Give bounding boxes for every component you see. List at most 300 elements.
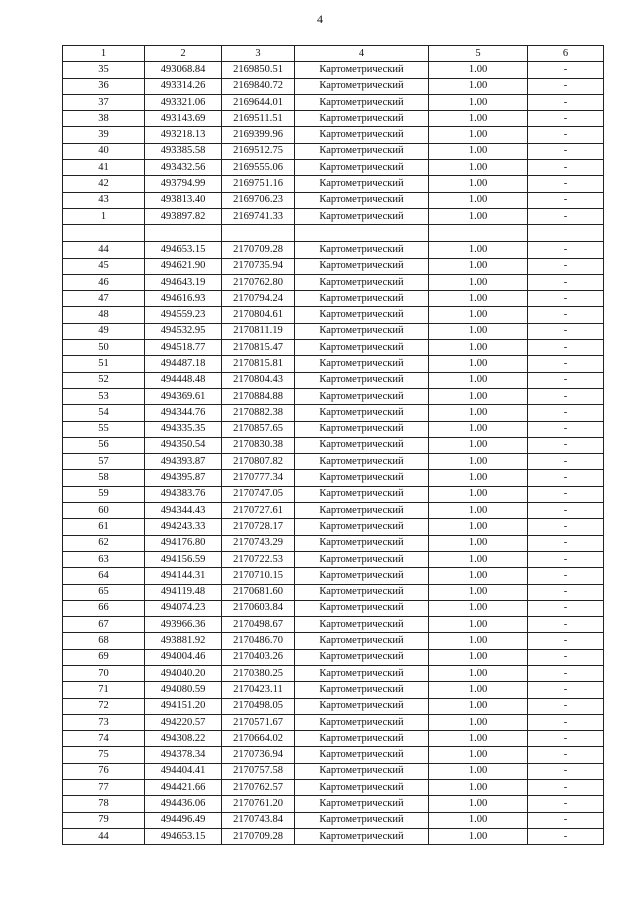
cell-point-number: 73 — [63, 714, 145, 730]
table-row — [63, 291, 604, 307]
cell-y-coordinate: 2170884.88 — [222, 388, 295, 404]
column-header-y: 3 — [222, 46, 295, 62]
cell-accuracy: 1.00 — [429, 143, 528, 159]
cell-accuracy: 1.00 — [429, 470, 528, 486]
table-row — [63, 486, 604, 502]
cell-description: - — [528, 307, 604, 323]
cell-point-number: 56 — [63, 437, 145, 453]
cell-description: - — [528, 62, 604, 78]
cell-x-coordinate: 494369.61 — [145, 388, 222, 404]
cell-accuracy: 1.00 — [429, 307, 528, 323]
cell-method: Картометрический — [295, 535, 429, 551]
cell-point-number: 72 — [63, 698, 145, 714]
cell-method: Картометрический — [295, 796, 429, 812]
cell-point-number: 37 — [63, 94, 145, 110]
cell-point-number: 51 — [63, 356, 145, 372]
cell-y-coordinate: 2170722.53 — [222, 551, 295, 567]
cell-method: Картометрический — [295, 274, 429, 290]
cell-y-coordinate: 2170761.20 — [222, 796, 295, 812]
cell-point-number: 42 — [63, 176, 145, 192]
cell-method: Картометрический — [295, 665, 429, 681]
cell-description: - — [528, 388, 604, 404]
cell-point-number: 41 — [63, 160, 145, 176]
cell-x-coordinate: 494308.22 — [145, 731, 222, 747]
table-header-row — [63, 46, 604, 62]
table-row — [63, 111, 604, 127]
cell-accuracy: 1.00 — [429, 78, 528, 94]
cell-point-number: 48 — [63, 307, 145, 323]
cell-accuracy: 1.00 — [429, 535, 528, 551]
cell-y-coordinate: 2170728.17 — [222, 519, 295, 535]
cell-y-coordinate: 2170709.28 — [222, 242, 295, 258]
cell-y-coordinate: 2170857.65 — [222, 421, 295, 437]
cell-method: Картометрический — [295, 405, 429, 421]
cell-description: - — [528, 258, 604, 274]
cell-y-coordinate: 2170762.80 — [222, 274, 295, 290]
cell-description: - — [528, 796, 604, 812]
cell-accuracy: 1.00 — [429, 291, 528, 307]
cell-x-coordinate: 494119.48 — [145, 584, 222, 600]
cell-point-number: 64 — [63, 568, 145, 584]
cell-x-coordinate: 493218.13 — [145, 127, 222, 143]
cell-description: - — [528, 617, 604, 633]
cell-method: Картометрический — [295, 584, 429, 600]
table-row — [63, 372, 604, 388]
cell-y-coordinate: 2169644.01 — [222, 94, 295, 110]
cell-description: - — [528, 568, 604, 584]
cell-point-number: 78 — [63, 796, 145, 812]
cell-accuracy: 1.00 — [429, 356, 528, 372]
cell-x-coordinate: 494559.23 — [145, 307, 222, 323]
cell-method: Картометрический — [295, 698, 429, 714]
cell-description: - — [528, 372, 604, 388]
table-row — [63, 649, 604, 665]
cell-method: Картометрический — [295, 503, 429, 519]
table-row — [63, 208, 604, 224]
cell-description: - — [528, 111, 604, 127]
cell-x-coordinate: 494436.06 — [145, 796, 222, 812]
cell-method: Картометрический — [295, 454, 429, 470]
cell-point-number: 44 — [63, 828, 145, 844]
cell-description: - — [528, 454, 604, 470]
cell-description: - — [528, 714, 604, 730]
cell-method: Картометрический — [295, 682, 429, 698]
cell-accuracy: 1.00 — [429, 421, 528, 437]
cell-x-coordinate: 494176.80 — [145, 535, 222, 551]
cell-accuracy: 1.00 — [429, 372, 528, 388]
table-row — [63, 258, 604, 274]
cell-y-coordinate: 2170664.02 — [222, 731, 295, 747]
table-row — [63, 388, 604, 404]
table-row — [63, 682, 604, 698]
cell-method: Картометрический — [295, 437, 429, 453]
cell-empty — [222, 225, 295, 242]
cell-y-coordinate: 2170736.94 — [222, 747, 295, 763]
cell-description: - — [528, 405, 604, 421]
cell-accuracy: 1.00 — [429, 160, 528, 176]
cell-accuracy: 1.00 — [429, 127, 528, 143]
cell-y-coordinate: 2170681.60 — [222, 584, 295, 600]
cell-x-coordinate: 494393.87 — [145, 454, 222, 470]
cell-accuracy: 1.00 — [429, 258, 528, 274]
cell-x-coordinate: 494344.43 — [145, 503, 222, 519]
cell-x-coordinate: 494518.77 — [145, 340, 222, 356]
cell-point-number: 44 — [63, 242, 145, 258]
cell-accuracy: 1.00 — [429, 94, 528, 110]
cell-y-coordinate: 2170804.61 — [222, 307, 295, 323]
cell-accuracy: 1.00 — [429, 649, 528, 665]
table-body — [63, 62, 604, 845]
cell-accuracy: 1.00 — [429, 242, 528, 258]
cell-point-number: 76 — [63, 763, 145, 779]
cell-y-coordinate: 2169840.72 — [222, 78, 295, 94]
cell-accuracy: 1.00 — [429, 437, 528, 453]
table-row — [63, 731, 604, 747]
cell-accuracy: 1.00 — [429, 388, 528, 404]
cell-description: - — [528, 421, 604, 437]
table-row-blank — [63, 225, 604, 242]
cell-description: - — [528, 78, 604, 94]
cell-point-number: 63 — [63, 551, 145, 567]
cell-x-coordinate: 494350.54 — [145, 437, 222, 453]
cell-x-coordinate: 494643.19 — [145, 274, 222, 290]
cell-y-coordinate: 2170777.34 — [222, 470, 295, 486]
table-row — [63, 551, 604, 567]
table-row — [63, 437, 604, 453]
cell-point-number: 65 — [63, 584, 145, 600]
cell-x-coordinate: 494156.59 — [145, 551, 222, 567]
cell-description: - — [528, 291, 604, 307]
cell-description: - — [528, 698, 604, 714]
column-header-point-number: 1 — [63, 46, 145, 62]
cell-accuracy: 1.00 — [429, 828, 528, 844]
table-row — [63, 470, 604, 486]
cell-y-coordinate: 2170830.38 — [222, 437, 295, 453]
cell-x-coordinate: 493881.92 — [145, 633, 222, 649]
cell-x-coordinate: 493385.58 — [145, 143, 222, 159]
cell-accuracy: 1.00 — [429, 584, 528, 600]
cell-accuracy: 1.00 — [429, 405, 528, 421]
cell-method: Картометрический — [295, 78, 429, 94]
cell-accuracy: 1.00 — [429, 600, 528, 616]
cell-description: - — [528, 486, 604, 502]
cell-x-coordinate: 494395.87 — [145, 470, 222, 486]
cell-x-coordinate: 493143.69 — [145, 111, 222, 127]
cell-point-number: 53 — [63, 388, 145, 404]
cell-description: - — [528, 323, 604, 339]
cell-accuracy: 1.00 — [429, 763, 528, 779]
table-row — [63, 600, 604, 616]
cell-accuracy: 1.00 — [429, 747, 528, 763]
cell-empty — [528, 225, 604, 242]
cell-point-number: 67 — [63, 617, 145, 633]
cell-y-coordinate: 2170807.82 — [222, 454, 295, 470]
cell-description: - — [528, 535, 604, 551]
table-row — [63, 519, 604, 535]
cell-description: - — [528, 763, 604, 779]
cell-x-coordinate: 493966.36 — [145, 617, 222, 633]
table-row — [63, 454, 604, 470]
cell-point-number: 75 — [63, 747, 145, 763]
cell-description: - — [528, 584, 604, 600]
cell-x-coordinate: 493314.26 — [145, 78, 222, 94]
cell-y-coordinate: 2170486.70 — [222, 633, 295, 649]
cell-point-number: 50 — [63, 340, 145, 356]
cell-point-number: 66 — [63, 600, 145, 616]
cell-point-number: 58 — [63, 470, 145, 486]
cell-point-number: 59 — [63, 486, 145, 502]
cell-x-coordinate: 494243.33 — [145, 519, 222, 535]
cell-point-number: 40 — [63, 143, 145, 159]
cell-y-coordinate: 2170380.25 — [222, 665, 295, 681]
table-row — [63, 242, 604, 258]
cell-empty — [145, 225, 222, 242]
table-row — [63, 94, 604, 110]
cell-accuracy: 1.00 — [429, 796, 528, 812]
cell-point-number: 35 — [63, 62, 145, 78]
cell-description: - — [528, 747, 604, 763]
cell-method: Картометрический — [295, 62, 429, 78]
cell-description: - — [528, 340, 604, 356]
cell-method: Картометрический — [295, 160, 429, 176]
cell-x-coordinate: 493813.40 — [145, 192, 222, 208]
cell-y-coordinate: 2170815.47 — [222, 340, 295, 356]
cell-x-coordinate: 494004.46 — [145, 649, 222, 665]
cell-method: Картометрический — [295, 192, 429, 208]
cell-method: Картометрический — [295, 208, 429, 224]
cell-description: - — [528, 633, 604, 649]
cell-method: Картометрический — [295, 780, 429, 796]
cell-point-number: 55 — [63, 421, 145, 437]
table-row — [63, 274, 604, 290]
cell-method: Картометрический — [295, 649, 429, 665]
table-row — [63, 780, 604, 796]
cell-method: Картометрический — [295, 323, 429, 339]
cell-method: Картометрический — [295, 714, 429, 730]
cell-point-number: 38 — [63, 111, 145, 127]
cell-y-coordinate: 2169511.51 — [222, 111, 295, 127]
table-row — [63, 584, 604, 600]
cell-description: - — [528, 665, 604, 681]
cell-accuracy: 1.00 — [429, 274, 528, 290]
table-row — [63, 176, 604, 192]
table-row — [63, 78, 604, 94]
cell-x-coordinate: 494448.48 — [145, 372, 222, 388]
cell-method: Картометрический — [295, 763, 429, 779]
page-number: 4 — [317, 12, 323, 26]
table-row — [63, 568, 604, 584]
cell-point-number: 49 — [63, 323, 145, 339]
cell-y-coordinate: 2170498.67 — [222, 617, 295, 633]
cell-x-coordinate: 494344.76 — [145, 405, 222, 421]
cell-x-coordinate: 493432.56 — [145, 160, 222, 176]
cell-y-coordinate: 2169850.51 — [222, 62, 295, 78]
cell-description: - — [528, 160, 604, 176]
cell-accuracy: 1.00 — [429, 519, 528, 535]
table-row — [63, 340, 604, 356]
cell-method: Картометрический — [295, 143, 429, 159]
cell-description: - — [528, 649, 604, 665]
cell-accuracy: 1.00 — [429, 665, 528, 681]
cell-x-coordinate: 493897.82 — [145, 208, 222, 224]
cell-description: - — [528, 176, 604, 192]
cell-method: Картометрический — [295, 470, 429, 486]
cell-x-coordinate: 494335.35 — [145, 421, 222, 437]
cell-x-coordinate: 494151.20 — [145, 698, 222, 714]
cell-x-coordinate: 493794.99 — [145, 176, 222, 192]
cell-method: Картометрический — [295, 551, 429, 567]
cell-x-coordinate: 494532.95 — [145, 323, 222, 339]
cell-description: - — [528, 208, 604, 224]
cell-method: Картометрический — [295, 568, 429, 584]
cell-description: - — [528, 242, 604, 258]
cell-description: - — [528, 192, 604, 208]
cell-x-coordinate: 494487.18 — [145, 356, 222, 372]
cell-point-number: 77 — [63, 780, 145, 796]
table-row — [63, 714, 604, 730]
cell-method: Картометрический — [295, 111, 429, 127]
cell-y-coordinate: 2170743.84 — [222, 812, 295, 828]
cell-x-coordinate: 494074.23 — [145, 600, 222, 616]
cell-accuracy: 1.00 — [429, 503, 528, 519]
cell-x-coordinate: 494616.93 — [145, 291, 222, 307]
cell-y-coordinate: 2170710.15 — [222, 568, 295, 584]
cell-y-coordinate: 2169706.23 — [222, 192, 295, 208]
cell-accuracy: 1.00 — [429, 568, 528, 584]
cell-method: Картометрический — [295, 340, 429, 356]
cell-description: - — [528, 127, 604, 143]
cell-point-number: 60 — [63, 503, 145, 519]
cell-y-coordinate: 2170743.29 — [222, 535, 295, 551]
cell-y-coordinate: 2170498.05 — [222, 698, 295, 714]
cell-description: - — [528, 503, 604, 519]
cell-y-coordinate: 2170747.05 — [222, 486, 295, 502]
cell-y-coordinate: 2170403.26 — [222, 649, 295, 665]
cell-point-number: 70 — [63, 665, 145, 681]
cell-method: Картометрический — [295, 600, 429, 616]
cell-method: Картометрический — [295, 307, 429, 323]
cell-x-coordinate: 494653.15 — [145, 242, 222, 258]
table-row — [63, 828, 604, 844]
cell-x-coordinate: 494040.20 — [145, 665, 222, 681]
cell-point-number: 69 — [63, 649, 145, 665]
cell-accuracy: 1.00 — [429, 111, 528, 127]
column-header-x: 2 — [145, 46, 222, 62]
cell-method: Картометрический — [295, 242, 429, 258]
cell-accuracy: 1.00 — [429, 617, 528, 633]
cell-x-coordinate: 494653.15 — [145, 828, 222, 844]
cell-x-coordinate: 493068.84 — [145, 62, 222, 78]
table-row — [63, 633, 604, 649]
table-row — [63, 747, 604, 763]
column-header-method: 4 — [295, 46, 429, 62]
cell-y-coordinate: 2169399.96 — [222, 127, 295, 143]
cell-method: Картометрический — [295, 731, 429, 747]
cell-description: - — [528, 828, 604, 844]
table-row — [63, 127, 604, 143]
table-row — [63, 356, 604, 372]
table-row — [63, 323, 604, 339]
table-row — [63, 307, 604, 323]
cell-x-coordinate: 494220.57 — [145, 714, 222, 730]
table-row — [63, 535, 604, 551]
cell-accuracy: 1.00 — [429, 633, 528, 649]
cell-accuracy: 1.00 — [429, 486, 528, 502]
cell-empty — [295, 225, 429, 242]
cell-description: - — [528, 437, 604, 453]
cell-y-coordinate: 2170794.24 — [222, 291, 295, 307]
coordinates-table — [62, 45, 604, 845]
cell-method: Картометрический — [295, 617, 429, 633]
cell-point-number: 61 — [63, 519, 145, 535]
cell-x-coordinate: 494421.66 — [145, 780, 222, 796]
table-row — [63, 503, 604, 519]
cell-point-number: 71 — [63, 682, 145, 698]
cell-x-coordinate: 494621.90 — [145, 258, 222, 274]
cell-description: - — [528, 812, 604, 828]
table-row — [63, 143, 604, 159]
cell-y-coordinate: 2170735.94 — [222, 258, 295, 274]
table-row — [63, 421, 604, 437]
cell-description: - — [528, 731, 604, 747]
cell-point-number: 1 — [63, 208, 145, 224]
cell-method: Картометрический — [295, 127, 429, 143]
cell-description: - — [528, 470, 604, 486]
cell-description: - — [528, 94, 604, 110]
cell-method: Картометрический — [295, 258, 429, 274]
cell-description: - — [528, 274, 604, 290]
column-header-description: 6 — [528, 46, 604, 62]
cell-accuracy: 1.00 — [429, 176, 528, 192]
column-header-accuracy: 5 — [429, 46, 528, 62]
cell-accuracy: 1.00 — [429, 731, 528, 747]
cell-point-number: 54 — [63, 405, 145, 421]
table-row — [63, 665, 604, 681]
cell-accuracy: 1.00 — [429, 192, 528, 208]
cell-description: - — [528, 682, 604, 698]
cell-y-coordinate: 2169555.06 — [222, 160, 295, 176]
table-row — [63, 763, 604, 779]
cell-empty — [63, 225, 145, 242]
cell-accuracy: 1.00 — [429, 780, 528, 796]
cell-accuracy: 1.00 — [429, 812, 528, 828]
cell-y-coordinate: 2170815.81 — [222, 356, 295, 372]
cell-accuracy: 1.00 — [429, 551, 528, 567]
cell-y-coordinate: 2170762.57 — [222, 780, 295, 796]
table-row — [63, 698, 604, 714]
cell-y-coordinate: 2169741.33 — [222, 208, 295, 224]
cell-x-coordinate: 494080.59 — [145, 682, 222, 698]
cell-method: Картометрический — [295, 812, 429, 828]
cell-point-number: 52 — [63, 372, 145, 388]
table-row — [63, 796, 604, 812]
cell-method: Картометрический — [295, 519, 429, 535]
cell-x-coordinate: 493321.06 — [145, 94, 222, 110]
cell-y-coordinate: 2170423.11 — [222, 682, 295, 698]
cell-y-coordinate: 2170727.61 — [222, 503, 295, 519]
cell-accuracy: 1.00 — [429, 340, 528, 356]
cell-accuracy: 1.00 — [429, 682, 528, 698]
cell-point-number: 74 — [63, 731, 145, 747]
cell-point-number: 43 — [63, 192, 145, 208]
cell-y-coordinate: 2170757.58 — [222, 763, 295, 779]
cell-y-coordinate: 2170603.84 — [222, 600, 295, 616]
cell-method: Картометрический — [295, 356, 429, 372]
cell-accuracy: 1.00 — [429, 208, 528, 224]
cell-point-number: 62 — [63, 535, 145, 551]
cell-description: - — [528, 143, 604, 159]
table-row — [63, 812, 604, 828]
